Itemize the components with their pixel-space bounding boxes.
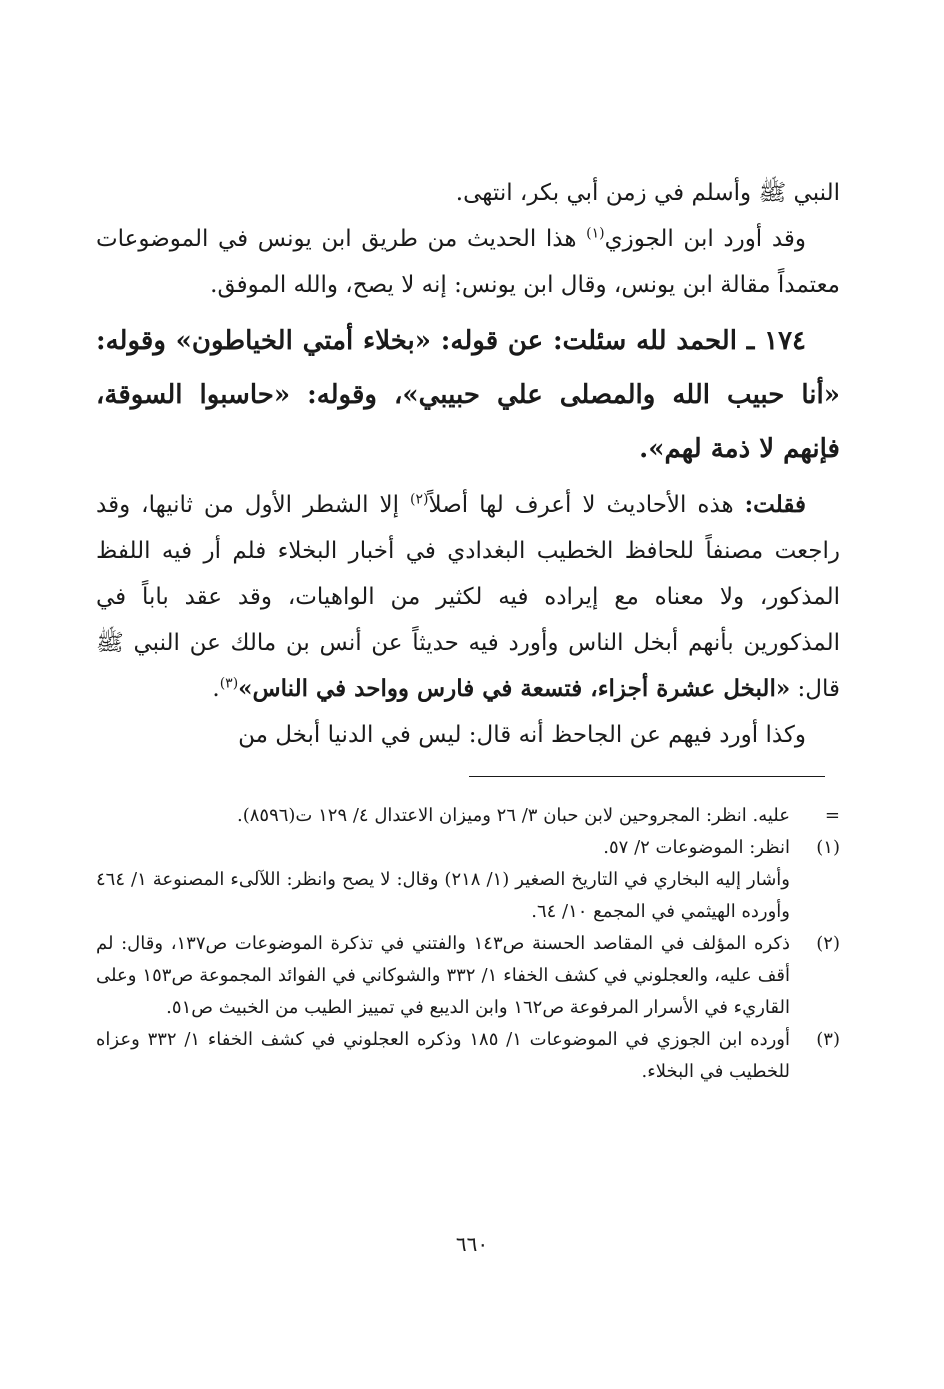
answer-end: . [212, 676, 220, 702]
page-number: ٦٦٠ [455, 1232, 489, 1256]
question-heading: ١٧٤ ـ الحمد لله سئلت: عن قوله: [431, 326, 807, 356]
footnote-text: أورده ابن الجوزي في الموضوعات ١/ ١٨٥ وذكره العجلوني في كشف الخفاء ١/ ٣٣٢ وعزاه للخطيب في البخلاء. [96, 1029, 790, 1082]
answer-part-1: هذه الأحاديث لا أعرف لها أصلاً [428, 492, 745, 518]
footnote-2 [96, 928, 840, 1024]
question-text: «بخلاء أمتي الخياطون» وقوله: «أنا حبيب الله والمصلى علي حبيبي»، وقوله: «حاسبوا السوقة، فإنهم لا ذمة لهم». [96, 326, 840, 464]
footnote-text: ذكره المؤلف في المقاصد الحسنة ص١٤٣ والفتني في تذكرة الموضوعات ص١٣٧، وقال: لم أقف عليه، والعجلوني في كشف الخفاء ١/ ٣٣٢ والشوكاني في الفوائد المجموعة ص١٥٣ وعلى القاريء في الأسرار المرفوعة ص١٦٢ وابن الديبع في تمييز الطيب من الخبيث ص٥١. [96, 933, 790, 1018]
footnote-number [790, 864, 840, 928]
footnote-text: عليه. انظر: المجروحين لابن حبان ٣/ ٢٦ وميزان الاعتدال ٤/ ١٢٩ ت(٨٥٩٦). [236, 805, 790, 826]
footnote-number: (١) [816, 837, 840, 858]
paragraph-1: النبي ﷺ وأسلم في زمن أبي بكر، انتهى. [455, 180, 840, 206]
footnote-continued [96, 800, 840, 832]
footnote-number: (٣) [816, 1029, 840, 1050]
answer-lead: فقلت: [744, 491, 806, 518]
hadith-quote: «البخل عشرة أجزاء، فتسعة في فارس وواحد في الناس» [238, 675, 791, 702]
footnote-3 [96, 1024, 840, 1088]
answer-part-2: إلا الشطر الأول من ثانيها، وقد راجعت مصنفاً للحافظ الخطيب البغدادي في أخبار البخلاء فلم أر فيه اللفظ المذكور، ولا معناه مع إيراده فيه لكثير من الواهيات، وقد عقد باباً في المذكورين بأنهم أبخل الناس وأورد فيه حديثاً عن أنس بن مالك عن النبي ﷺ قال: [96, 492, 840, 702]
footnote-ref-3: (٣) [219, 675, 239, 692]
main-text [96, 170, 840, 308]
paragraph-last: وكذا أورد فيهم عن الجاحظ أنه قال: ليس في الدنيا أبخل من [238, 722, 806, 748]
paragraph-2 [96, 216, 840, 308]
footnote-text: انظر: الموضوعات ٢/ ٥٧. [603, 837, 790, 858]
footnote-text: وأشار إليه البخاري في التاريخ الصغير (١/ ٢١٨) وقال: لا يصح وانظر: اللآلىء المصنوعة ١/ ٤٦٤ وأورده الهيثمي في المجمع ١٠/ ٦٤. [96, 869, 790, 922]
footnote-number: (٢) [816, 933, 840, 954]
footnote-1 [96, 832, 840, 864]
paragraph-2-start: وقد أورد ابن الجوزي [604, 226, 806, 252]
paragraph-2-rest: هذا الحديث من طريق ابن يونس في الموضوعات معتمداً مقالة ابن يونس، وقال ابن يونس: إنه لا يصح، والله الموفق. [96, 226, 840, 298]
footnotes [96, 800, 840, 1088]
footnote-ref-2: (٢) [410, 491, 429, 508]
footnote-1-continued [96, 864, 840, 928]
separator-line [469, 776, 825, 777]
footnote-ref-1: (١) [586, 225, 605, 242]
footnote-separator [96, 758, 840, 780]
page-content [96, 170, 840, 1088]
answer-paragraph [96, 482, 840, 712]
answer-text [96, 482, 840, 758]
footnote-number: = [824, 805, 840, 826]
question-174 [96, 314, 840, 476]
